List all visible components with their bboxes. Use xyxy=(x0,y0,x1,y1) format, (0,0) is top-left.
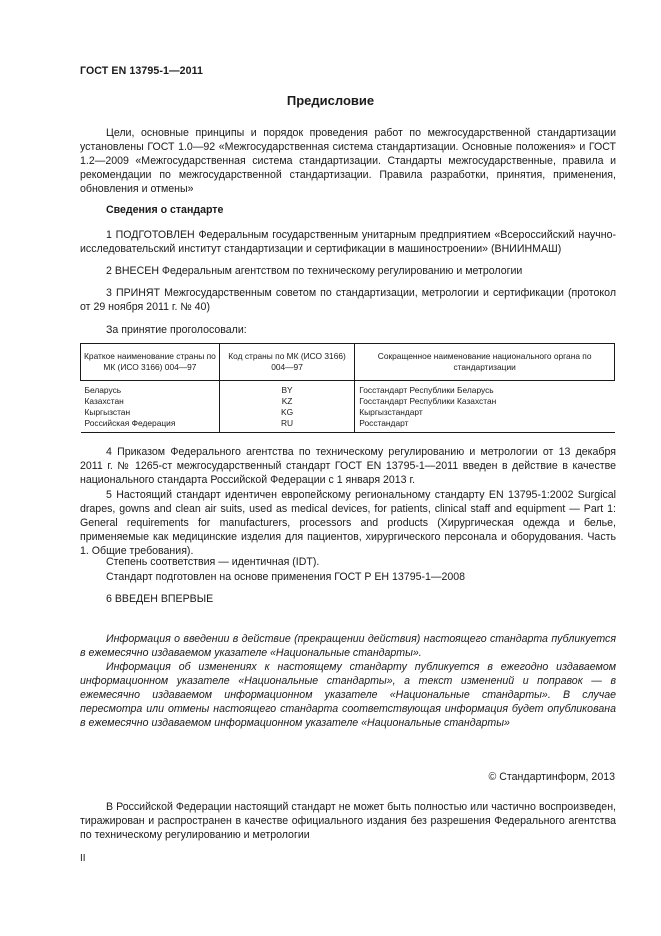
country-code: KG xyxy=(219,407,354,418)
standards-body: Росстандарт xyxy=(359,418,409,428)
item-6-text: 6 ВВЕДЕН ВПЕРВЫЕ xyxy=(106,593,214,605)
standards-body: Кыргызстандарт xyxy=(359,407,423,417)
intro-text: Цели, основные принципы и порядок проведения работ по межгосударственной стандартизации установлены ГОСТ 1.0—92 «Межгосударственная система стандартизации. Основные положения» и ГОСТ 1.2—2009 «Межгосударственная система стандартизации. Стандарты межгосударственные, правила и рекомендации по межгосударственной стандартизации. Правила разработки, принятия, применения, обновления и отмены» xyxy=(80,127,616,195)
item-1-text: 1 ПОДГОТОВЛЕН Федеральным государственным унитарным предприятием «Всероссийский научно-исследовательский институт стандартизации и сертификации в машиностроении» (ВНИИНМАШ) xyxy=(80,229,616,255)
country-code: BY xyxy=(219,381,354,397)
country-code: KZ xyxy=(219,396,354,407)
intro-paragraph xyxy=(80,126,616,196)
info-block xyxy=(80,632,616,730)
section-heading: Сведения о стандарте xyxy=(106,204,224,216)
item-3-text: 3 ПРИНЯТ Межгосударственным советом по стандартизации, метрологии и сертификации (протокол от 29 ноября 2011 г. № 40) xyxy=(80,287,616,313)
copyright: © Стандартинформ, 2013 xyxy=(488,771,615,783)
info-changes-text: Информация об изменениях к настоящему стандарту публикуется в ежегодно издаваемом информационном указателе «Национальные стандарты», а текст изменений и поправок — в ежемесячно издаваемом информационном указателе «Национальные стандарты». В случае пересмотра или отмены настоящего стандарта соответствующая информация будет опубликована в ежемесячно издаваемом информационном указателе «Национальные стандарты» xyxy=(80,661,616,729)
conformity-text: Степень соответствия — идентичная (IDT). xyxy=(106,556,320,568)
country-name: Российская Федерация xyxy=(84,418,176,428)
country-name: Казахстан xyxy=(84,396,124,406)
page-number: II xyxy=(80,853,86,864)
table-row xyxy=(81,381,615,397)
table-row xyxy=(81,418,615,433)
notice-paragraph xyxy=(80,800,616,842)
notice-text: В Российской Федерации настоящий стандарт не может быть полностью или частично воспроизведен, тиражирован и распространен в качестве официального издания без разрешения Федерального агентства по техническому регулированию и метрологии xyxy=(80,801,616,841)
item-4-text: 4 Приказом Федерального агентства по техническому регулированию и метрологии от 13 декабря 2011 г. № 1265-ст межгосударственный стандарт ГОСТ EN 13795-1—2011 введен в действие в качестве национального стандарта Российской Федерации с 1 января 2013 г. xyxy=(80,446,616,486)
item-1-paragraph xyxy=(80,228,616,256)
info-introduction-text: Информация о введении в действие (прекращении действия) настоящего стандарта публикуется в ежемесячно издаваемом указателе «Национальные стандарты». xyxy=(80,633,616,659)
voting-table xyxy=(80,343,615,433)
table-row xyxy=(81,396,615,407)
voted-label: За принятие проголосовали: xyxy=(106,324,247,336)
table-header-body: Сокращенное наименование национального органа по стандартизации xyxy=(355,344,615,381)
table-row xyxy=(81,407,615,418)
item-4-paragraph xyxy=(80,445,616,487)
country-code: RU xyxy=(219,418,354,433)
table-header-country: Краткое наименование страны по МК (ИСО 3166) 004—97 xyxy=(81,344,220,381)
page-title: Предисловие xyxy=(286,93,375,108)
country-name: Беларусь xyxy=(84,385,122,395)
prepared-text: Стандарт подготовлен на основе применения ГОСТ Р ЕН 13795-1—2008 xyxy=(106,571,466,583)
country-name: Кыргызстан xyxy=(84,407,131,417)
item-5-paragraph xyxy=(80,488,616,558)
table-header-code: Код страны по МК (ИСО 3166) 004—97 xyxy=(219,344,354,381)
item-5-text: 5 Настоящий стандарт идентичен европейскому региональному стандарту EN 13795-1:2002 Surgical drapes, gowns and clean air suits, used as medical devices, for patients, clinical staff and equipment — Part 1: General requirements for manufacturers, processors and products (Хирургическая одежда и белье, применяемые как медицинские изделия для пациентов, хирургического персонала и оборудования. Часть 1. Общие требования). xyxy=(80,489,616,557)
standards-body: Госстандарт Республики Казахстан xyxy=(359,396,497,406)
document-code-header: ГОСТ EN 13795-1—2011 xyxy=(80,65,204,77)
item-3-paragraph xyxy=(80,286,616,314)
voting-table-container xyxy=(80,343,615,433)
item-2-text: 2 ВНЕСЕН Федеральным агентством по техническому регулированию и метрологии xyxy=(106,265,523,277)
standards-body: Госстандарт Республики Беларусь xyxy=(359,385,494,395)
